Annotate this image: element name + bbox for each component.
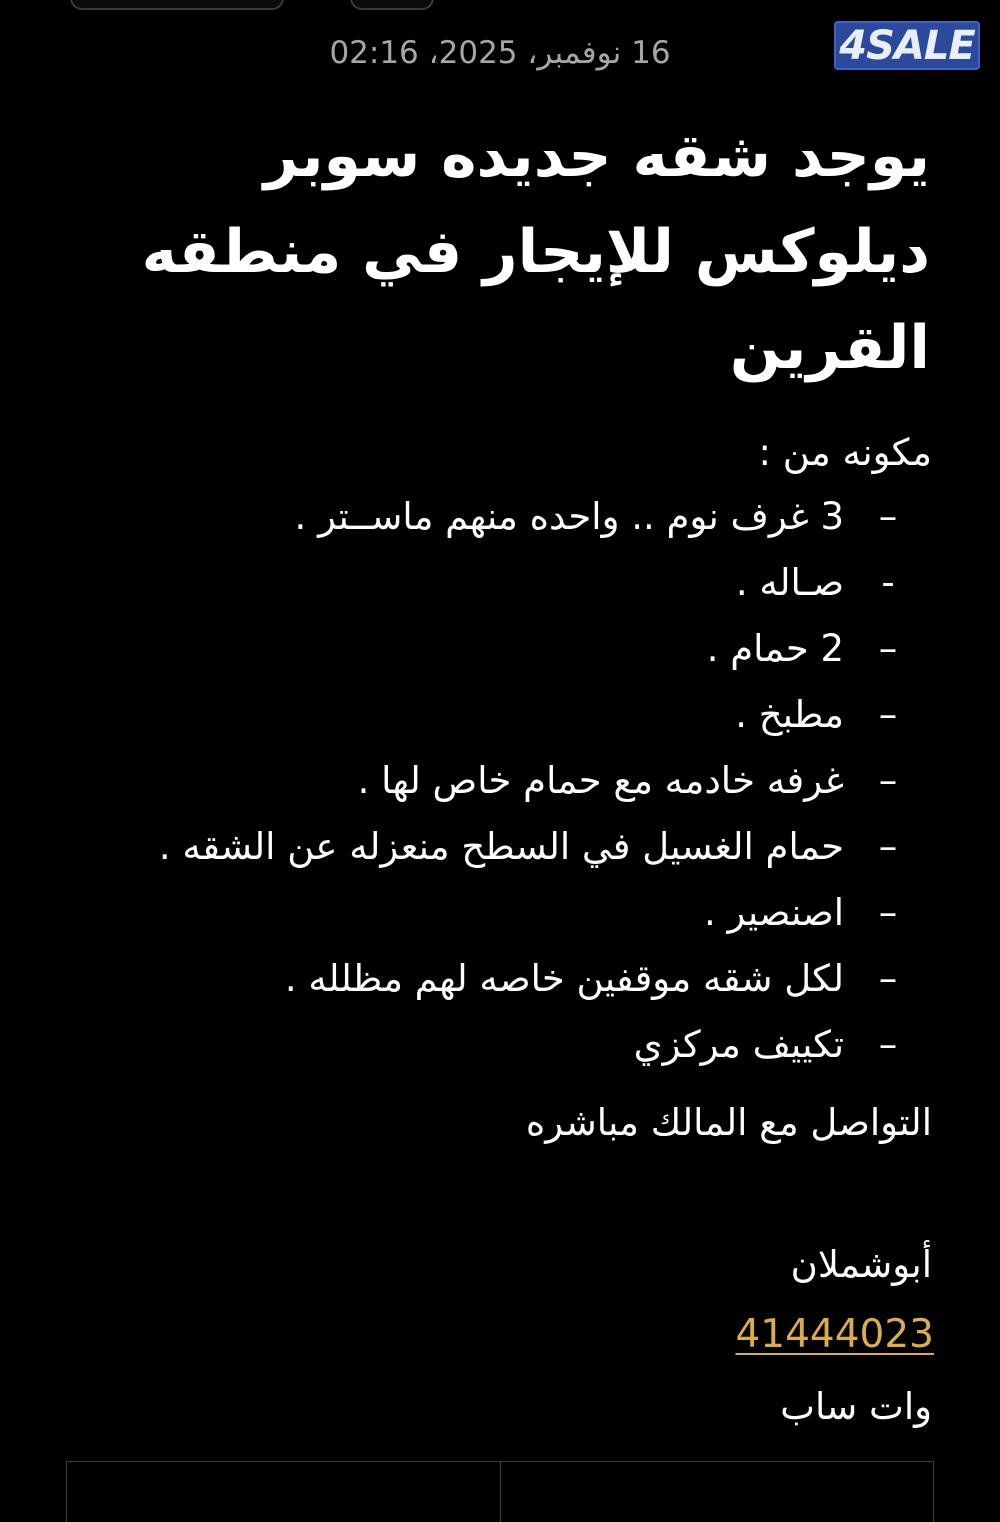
owner-name: أبوشملان xyxy=(790,1243,932,1286)
feature-list xyxy=(32,484,932,1078)
bullet-dash: – xyxy=(878,825,898,868)
bullet-dash: - xyxy=(881,561,895,604)
feature-item xyxy=(32,550,918,616)
contact-note: التواصل مع المالك مباشره xyxy=(525,1101,932,1144)
feature-text: اصنصير . xyxy=(703,891,844,934)
feature-item xyxy=(32,946,918,1012)
bullet-dash: – xyxy=(878,627,898,670)
feature-text: 3 غرف نوم .. واحده منهم ماســتر . xyxy=(294,495,844,538)
feature-text: غرفه خادمه مع حمام خاص لها . xyxy=(357,759,844,802)
feature-text: لكل شقه موقفين خاصه لهم مظلله . xyxy=(284,957,844,1000)
bullet-dash: – xyxy=(878,1023,898,1066)
brand-logo xyxy=(834,21,980,70)
feature-text: صـاله . xyxy=(735,561,844,604)
whatsapp-label: وات ساب xyxy=(780,1385,932,1428)
feature-text: حمام الغسيل في السطح منعزله عن الشقه . xyxy=(158,825,844,868)
feature-item xyxy=(32,682,918,748)
bullet-dash: – xyxy=(878,495,898,538)
feature-text: مطبخ . xyxy=(735,693,844,736)
bullet-dash: – xyxy=(878,891,898,934)
feature-item xyxy=(32,484,918,550)
phone-number-link[interactable]: 41444023 xyxy=(735,1312,934,1357)
brand-logo-text: 4SALE xyxy=(839,22,975,69)
feature-item xyxy=(32,748,918,814)
feature-text: 2 حمام . xyxy=(706,627,844,670)
feature-text: تكييف مركزي xyxy=(633,1023,844,1066)
bullet-dash: – xyxy=(878,759,898,802)
bullet-dash: – xyxy=(878,693,898,736)
feature-item xyxy=(32,1012,918,1078)
listing-title: يوجد شقه جديده سوبر ديلوكس للإيجار في منطقه القرين xyxy=(141,121,930,383)
top-toolbar-button-left[interactable] xyxy=(70,0,284,10)
top-toolbar-button-middle[interactable] xyxy=(350,0,434,10)
bottom-action-right[interactable] xyxy=(500,1462,934,1522)
feature-item xyxy=(32,814,918,880)
post-timestamp: 16 نوفمبر، 2025، 02:16 xyxy=(329,35,671,71)
bullet-dash: – xyxy=(878,957,898,1000)
bottom-action-left[interactable] xyxy=(67,1462,500,1522)
listing-description xyxy=(32,420,932,1078)
feature-item xyxy=(32,880,918,946)
listing-intro: مكونه من : xyxy=(758,431,932,474)
feature-item xyxy=(32,616,918,682)
